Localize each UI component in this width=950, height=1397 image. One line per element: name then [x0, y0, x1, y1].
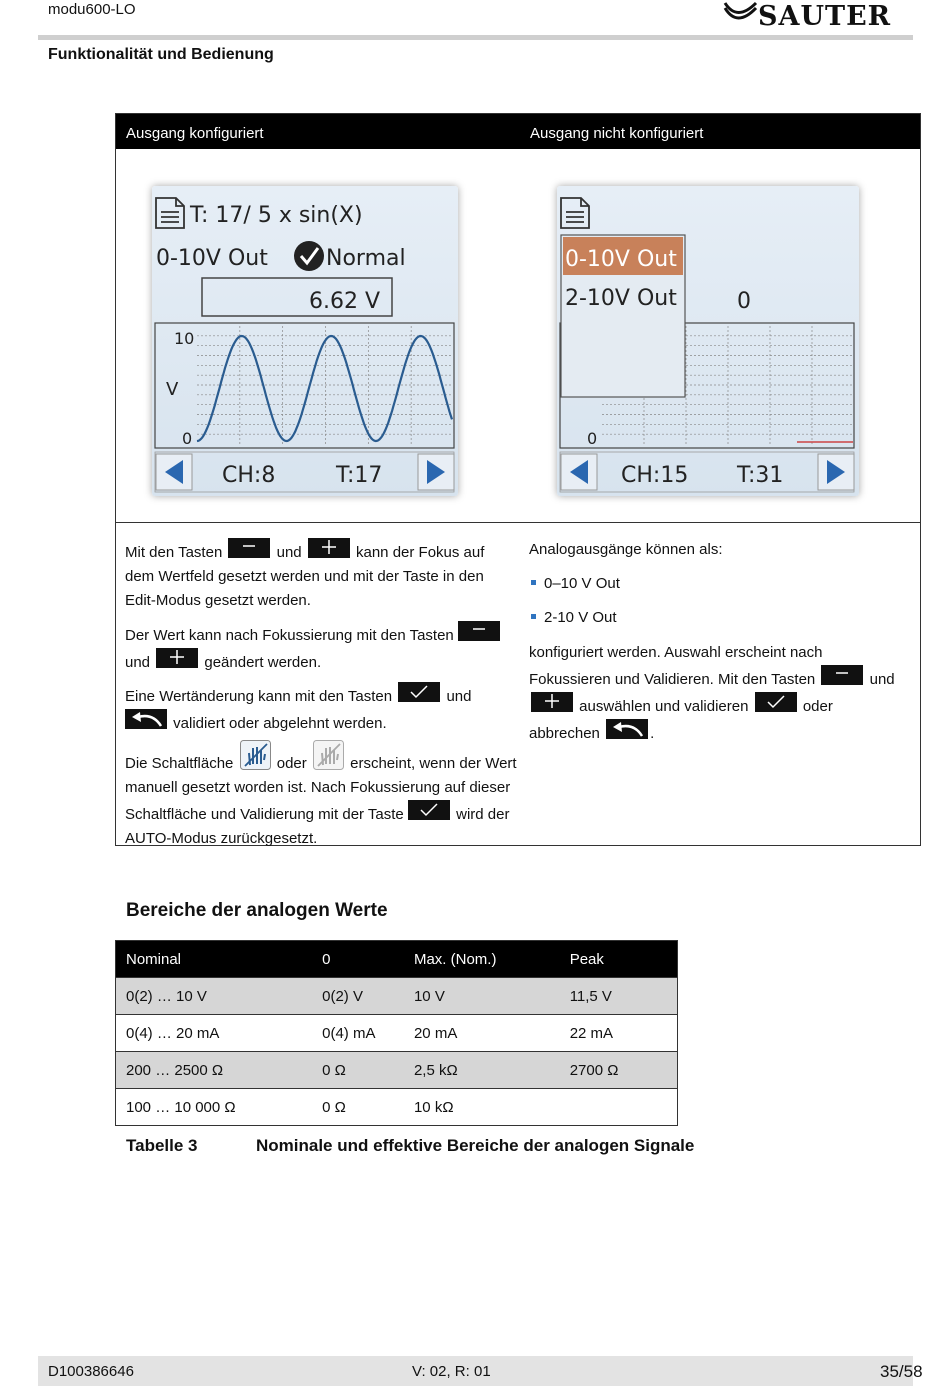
- col-right-title: Ausgang nicht konfiguriert: [530, 125, 704, 142]
- table-cell: 2,5 kΩ: [404, 1052, 560, 1089]
- table-cell: 200 … 2500 Ω: [116, 1052, 313, 1089]
- option-selected-label: 0-10V Out: [565, 247, 677, 272]
- col-left-title: Ausgang konfiguriert: [126, 125, 264, 142]
- minus-key-icon: [821, 665, 863, 685]
- table-cell: 0(4) … 20 mA: [116, 1015, 313, 1052]
- check-key-icon: [755, 692, 797, 712]
- table-cell: 10 kΩ: [404, 1089, 560, 1126]
- back-key-icon: [606, 719, 648, 739]
- y-min-label: 0: [182, 429, 193, 448]
- table-cell: 20 mA: [404, 1015, 560, 1052]
- value-text: 0: [737, 289, 751, 314]
- screen-title: T: 17/ 5 x sin(X): [190, 203, 363, 228]
- table-cell: 0(2) … 10 V: [116, 978, 313, 1015]
- brand-text: SAUTER: [758, 1, 892, 30]
- arrow-right-icon[interactable]: [418, 454, 454, 490]
- minus-key-icon: [228, 538, 270, 558]
- channel-label: CH:15: [621, 463, 689, 488]
- table-cell: 11,5 V: [560, 978, 678, 1015]
- table-cell: 22 mA: [560, 1015, 678, 1052]
- table-cell: 0(4) mA: [312, 1015, 404, 1052]
- screen-not-configured: [557, 186, 859, 496]
- right-intro: Analogausgänge können als:: [529, 541, 723, 558]
- table-cell: 0 Ω: [312, 1089, 404, 1126]
- table-header-row: [116, 941, 678, 978]
- frame-divider: [116, 522, 920, 523]
- screen-configured: [152, 186, 458, 496]
- table-cell: 0(2) V: [312, 978, 404, 1015]
- y-max-label: 10: [174, 329, 195, 348]
- doc-version: V: 02, R: 01: [412, 1363, 491, 1380]
- para-validate: Eine Wertänderung kann mit den Tasten und validiert oder abgelehnt werden.: [125, 682, 510, 736]
- table-caption-label: Tabelle 3: [126, 1136, 198, 1155]
- table-cell: [560, 1089, 678, 1126]
- table-row: [116, 978, 678, 1015]
- manual-hand-disabled-icon: [313, 740, 344, 770]
- table-cell: 0 Ω: [312, 1052, 404, 1089]
- para-focus: Mit den Tasten und kann der Fokus auf dem Wertfeld gesetzt werden und mit der Taste in den Edit-Modus gesetzt werden.: [125, 538, 510, 613]
- table-caption-text: Nominale und effektive Bereiche der analogen Signale: [256, 1136, 695, 1155]
- column-header: Max. (Nom.): [404, 941, 560, 978]
- table-row: [116, 1015, 678, 1052]
- column-header: Peak: [560, 941, 678, 978]
- plus-key-icon: [308, 538, 350, 558]
- table-cell: 2700 Ω: [560, 1052, 678, 1089]
- minus-key-icon: [458, 621, 500, 641]
- time-label: T:31: [737, 463, 784, 488]
- time-label: T:17: [336, 463, 383, 488]
- column-header: Nominal: [116, 941, 313, 978]
- y-unit-label: V: [166, 379, 179, 400]
- plus-key-icon: [531, 692, 573, 712]
- check-key-icon: [408, 800, 450, 820]
- checkmark-circle-icon: [294, 241, 324, 271]
- status-label: Normal: [326, 246, 406, 271]
- arrow-left-icon[interactable]: [561, 454, 597, 490]
- table-cell: 100 … 10 000 Ω: [116, 1089, 313, 1126]
- check-key-icon: [398, 682, 440, 702]
- sauter-logo-mark: [725, 3, 756, 18]
- header-rule: [38, 35, 913, 40]
- para-manual: Die Schaltfläche oder erscheint, wenn der Wert manuell gesetzt worden ist. Nach Fokussierung auf dieser Schaltfläche und Validierung mit der Taste wird der AUTO-Modus zurückgesetzt.: [125, 740, 517, 851]
- arrow-right-icon[interactable]: [818, 454, 854, 490]
- option-other-label[interactable]: 2-10V Out: [565, 286, 677, 311]
- ranges-table: [115, 940, 678, 1126]
- value-text: 6.62 V: [309, 289, 381, 314]
- y-min-label: 0: [587, 429, 598, 448]
- arrow-left-icon[interactable]: [156, 454, 192, 490]
- table-row: [116, 1089, 678, 1126]
- sauter-logo: [722, 0, 904, 30]
- doc-id: D100386646: [48, 1363, 134, 1380]
- frame-header: [116, 114, 920, 149]
- bullet-item: 0–10 V Out: [531, 572, 620, 596]
- plus-key-icon: [156, 648, 198, 668]
- bullet-item: 2-10 V Out: [531, 606, 617, 630]
- page-number: 35/58: [880, 1362, 923, 1381]
- ranges-heading: Bereiche der analogen Werte: [126, 900, 388, 921]
- table-cell: 10 V: [404, 978, 560, 1015]
- para-change: Der Wert kann nach Fokussierung mit den Tasten und geändert werden.: [125, 621, 510, 675]
- table-row: [116, 1052, 678, 1089]
- mode-label: 0-10V Out: [156, 246, 268, 271]
- channel-label: CH:8: [222, 463, 276, 488]
- manual-hand-icon: [240, 740, 271, 770]
- section-title: Funktionalität und Bedienung: [48, 46, 274, 63]
- column-header: 0: [312, 941, 404, 978]
- product-name: modu600-LO: [48, 1, 136, 18]
- back-key-icon: [125, 709, 167, 729]
- right-para: konfiguriert werden. Auswahl erscheint nach Fokussieren und Validieren. Mit den Tasten und auswählen und validieren oder abbrechen .: [529, 644, 895, 742]
